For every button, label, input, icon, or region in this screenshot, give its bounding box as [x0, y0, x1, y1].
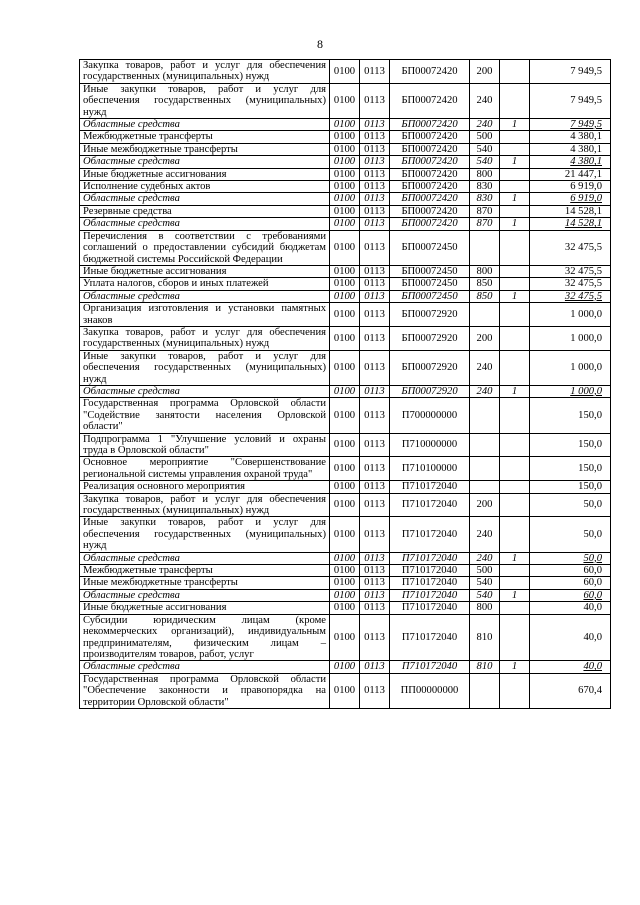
row-vr — [470, 433, 500, 457]
table-row — [80, 457, 611, 481]
row-vr: 870 — [470, 205, 500, 217]
row-csr: П710172040 — [390, 661, 470, 673]
row-pr: 0113 — [360, 278, 390, 290]
row-sum: 150,0 — [530, 457, 611, 481]
row-name: Иные закупки товаров, работ и услуг для обеспечения государственных (муниципальных) нужд — [80, 83, 330, 118]
row-pr: 0113 — [360, 326, 390, 350]
row-rz: 0100 — [330, 303, 360, 327]
row-vr: 810 — [470, 661, 500, 673]
row-sum: 60,0 — [530, 577, 611, 589]
row-csr: БП00072420 — [390, 143, 470, 155]
row-rz: 0100 — [330, 517, 360, 552]
table-row — [80, 589, 611, 601]
row-name: Закупка товаров, работ и услуг для обеспечения государственных (муниципальных) нужд — [80, 326, 330, 350]
row-csr: БП00072450 — [390, 290, 470, 302]
row-rz: 0100 — [330, 661, 360, 673]
row-rz: 0100 — [330, 119, 360, 131]
row-src: 1 — [500, 193, 530, 205]
row-rz: 0100 — [330, 577, 360, 589]
row-sum: 150,0 — [530, 398, 611, 433]
row-csr: П710172040 — [390, 517, 470, 552]
row-name: Исполнение судебных актов — [80, 181, 330, 193]
row-csr: БП00072420 — [390, 218, 470, 230]
row-vr: 800 — [470, 168, 500, 180]
row-csr: БП00072420 — [390, 119, 470, 131]
row-src — [500, 614, 530, 661]
row-csr: П710000000 — [390, 433, 470, 457]
row-pr: 0113 — [360, 589, 390, 601]
row-name: Межбюджетные трансферты — [80, 565, 330, 577]
table-row — [80, 168, 611, 180]
row-name: Иные закупки товаров, работ и услуг для обеспечения государственных (муниципальных) нужд — [80, 350, 330, 385]
row-rz: 0100 — [330, 205, 360, 217]
row-rz: 0100 — [330, 290, 360, 302]
row-rz: 0100 — [330, 265, 360, 277]
table-row — [80, 350, 611, 385]
row-src: 1 — [500, 552, 530, 564]
row-name: Иные бюджетные ассигнования — [80, 168, 330, 180]
row-vr: 240 — [470, 385, 500, 397]
row-csr: П700000000 — [390, 398, 470, 433]
table-row — [80, 398, 611, 433]
row-sum: 50,0 — [530, 493, 611, 517]
row-src — [500, 398, 530, 433]
row-csr: БП00072450 — [390, 230, 470, 265]
row-pr: 0113 — [360, 577, 390, 589]
row-pr: 0113 — [360, 614, 390, 661]
row-vr: 800 — [470, 265, 500, 277]
row-name: Областные средства — [80, 290, 330, 302]
row-sum: 40,0 — [530, 602, 611, 614]
row-rz: 0100 — [330, 552, 360, 564]
row-csr: БП00072920 — [390, 303, 470, 327]
row-name: Уплата налогов, сборов и иных платежей — [80, 278, 330, 290]
row-vr: 240 — [470, 552, 500, 564]
row-name: Иные межбюджетные трансферты — [80, 143, 330, 155]
table-row — [80, 303, 611, 327]
row-src — [500, 673, 530, 708]
row-csr: П710172040 — [390, 565, 470, 577]
row-vr: 200 — [470, 326, 500, 350]
row-sum: 7 949,5 — [530, 60, 611, 84]
row-name: Областные средства — [80, 218, 330, 230]
row-vr — [470, 673, 500, 708]
row-pr: 0113 — [360, 60, 390, 84]
row-name: Областные средства — [80, 156, 330, 168]
row-rz: 0100 — [330, 481, 360, 493]
row-vr — [470, 230, 500, 265]
row-name: Перечисления в соответствии с требованиями соглашений о предоставлении субсидий бюджетам бюджетной системы Российской Федерации — [80, 230, 330, 265]
row-sum: 60,0 — [530, 565, 611, 577]
table-row — [80, 433, 611, 457]
row-sum: 4 380,1 — [530, 131, 611, 143]
row-sum: 32 475,5 — [530, 290, 611, 302]
row-sum: 6 919,0 — [530, 193, 611, 205]
row-src — [500, 143, 530, 155]
table-row — [80, 230, 611, 265]
row-src — [500, 565, 530, 577]
table-row — [80, 119, 611, 131]
row-src — [500, 205, 530, 217]
table-row — [80, 481, 611, 493]
row-sum: 14 528,1 — [530, 205, 611, 217]
row-sum: 60,0 — [530, 589, 611, 601]
row-sum: 4 380,1 — [530, 143, 611, 155]
row-sum: 1 000,0 — [530, 350, 611, 385]
row-csr: БП00072420 — [390, 181, 470, 193]
row-csr: БП00072420 — [390, 156, 470, 168]
table-row — [80, 552, 611, 564]
row-rz: 0100 — [330, 565, 360, 577]
row-csr: БП00072420 — [390, 131, 470, 143]
row-sum: 21 447,1 — [530, 168, 611, 180]
row-sum: 1 000,0 — [530, 303, 611, 327]
row-src — [500, 278, 530, 290]
row-csr: БП00072420 — [390, 205, 470, 217]
row-sum: 7 949,5 — [530, 83, 611, 118]
row-sum: 40,0 — [530, 661, 611, 673]
row-name: Подпрограмма 1 "Улучшение условий и охраны труда в Орловской области" — [80, 433, 330, 457]
row-src: 1 — [500, 385, 530, 397]
row-vr: 850 — [470, 290, 500, 302]
row-pr: 0113 — [360, 143, 390, 155]
row-rz: 0100 — [330, 614, 360, 661]
row-vr: 870 — [470, 218, 500, 230]
row-rz: 0100 — [330, 218, 360, 230]
row-pr: 0113 — [360, 481, 390, 493]
row-csr: БП00072420 — [390, 83, 470, 118]
row-rz: 0100 — [330, 493, 360, 517]
row-csr: П710100000 — [390, 457, 470, 481]
row-rz: 0100 — [330, 602, 360, 614]
row-rz: 0100 — [330, 143, 360, 155]
row-vr: 240 — [470, 350, 500, 385]
table-row — [80, 278, 611, 290]
row-rz: 0100 — [330, 398, 360, 433]
row-csr: БП00072450 — [390, 265, 470, 277]
row-name: Субсидии юридическим лицам (кроме некоммерческих организаций), индивидуальным предпринимателям, физическим лицам – производителям товаров, работ, услуг — [80, 614, 330, 661]
row-sum: 4 380,1 — [530, 156, 611, 168]
row-pr: 0113 — [360, 661, 390, 673]
table-row — [80, 193, 611, 205]
table-row — [80, 673, 611, 708]
table-row — [80, 602, 611, 614]
row-vr: 200 — [470, 493, 500, 517]
table-row — [80, 661, 611, 673]
row-rz: 0100 — [330, 673, 360, 708]
row-src — [500, 83, 530, 118]
row-vr: 200 — [470, 60, 500, 84]
row-pr: 0113 — [360, 602, 390, 614]
row-rz: 0100 — [330, 385, 360, 397]
row-name: Областные средства — [80, 385, 330, 397]
row-name: Закупка товаров, работ и услуг для обеспечения государственных (муниципальных) нужд — [80, 493, 330, 517]
row-src — [500, 265, 530, 277]
row-src — [500, 131, 530, 143]
budget-table — [79, 59, 611, 709]
row-src — [500, 303, 530, 327]
row-sum: 32 475,5 — [530, 278, 611, 290]
row-vr: 240 — [470, 119, 500, 131]
row-rz: 0100 — [330, 230, 360, 265]
row-sum: 150,0 — [530, 481, 611, 493]
row-vr: 240 — [470, 83, 500, 118]
row-src — [500, 481, 530, 493]
row-sum: 7 949,5 — [530, 119, 611, 131]
row-vr — [470, 303, 500, 327]
row-pr: 0113 — [360, 193, 390, 205]
row-pr: 0113 — [360, 168, 390, 180]
row-src — [500, 602, 530, 614]
row-pr: 0113 — [360, 156, 390, 168]
row-src: 1 — [500, 661, 530, 673]
row-pr: 0113 — [360, 517, 390, 552]
row-sum: 670,4 — [530, 673, 611, 708]
table-row — [80, 290, 611, 302]
row-csr: П710172040 — [390, 577, 470, 589]
row-name: Областные средства — [80, 552, 330, 564]
row-src: 1 — [500, 218, 530, 230]
row-vr: 540 — [470, 589, 500, 601]
row-name: Областные средства — [80, 589, 330, 601]
row-name: Областные средства — [80, 193, 330, 205]
row-src — [500, 350, 530, 385]
row-name: Иные бюджетные ассигнования — [80, 602, 330, 614]
table-row — [80, 205, 611, 217]
row-vr: 500 — [470, 131, 500, 143]
row-csr: БП00072920 — [390, 350, 470, 385]
row-rz: 0100 — [330, 156, 360, 168]
row-vr: 810 — [470, 614, 500, 661]
row-rz: 0100 — [330, 326, 360, 350]
row-vr: 830 — [470, 181, 500, 193]
row-pr: 0113 — [360, 119, 390, 131]
row-rz: 0100 — [330, 278, 360, 290]
row-name: Закупка товаров, работ и услуг для обеспечения государственных (муниципальных) нужд — [80, 60, 330, 84]
row-vr — [470, 481, 500, 493]
row-name: Иные закупки товаров, работ и услуг для обеспечения государственных (муниципальных) нужд — [80, 517, 330, 552]
row-src: 1 — [500, 119, 530, 131]
row-vr: 830 — [470, 193, 500, 205]
row-src — [500, 517, 530, 552]
row-pr: 0113 — [360, 433, 390, 457]
row-name: Иные бюджетные ассигнования — [80, 265, 330, 277]
row-vr: 540 — [470, 577, 500, 589]
row-vr: 800 — [470, 602, 500, 614]
row-sum: 50,0 — [530, 517, 611, 552]
table-row — [80, 181, 611, 193]
row-sum: 32 475,5 — [530, 265, 611, 277]
row-src — [500, 230, 530, 265]
row-csr: П710172040 — [390, 602, 470, 614]
row-rz: 0100 — [330, 433, 360, 457]
row-csr: П710172040 — [390, 552, 470, 564]
row-sum: 14 528,1 — [530, 218, 611, 230]
row-src — [500, 457, 530, 481]
row-vr: 500 — [470, 565, 500, 577]
row-vr — [470, 457, 500, 481]
row-rz: 0100 — [330, 83, 360, 118]
row-pr: 0113 — [360, 181, 390, 193]
row-sum: 50,0 — [530, 552, 611, 564]
row-vr: 240 — [470, 517, 500, 552]
table-row — [80, 614, 611, 661]
row-vr: 540 — [470, 143, 500, 155]
row-csr: ПП00000000 — [390, 673, 470, 708]
row-pr: 0113 — [360, 552, 390, 564]
row-pr: 0113 — [360, 350, 390, 385]
table-row — [80, 265, 611, 277]
row-csr: П710172040 — [390, 589, 470, 601]
table-row — [80, 385, 611, 397]
row-rz: 0100 — [330, 168, 360, 180]
row-sum: 1 000,0 — [530, 385, 611, 397]
row-rz: 0100 — [330, 457, 360, 481]
row-sum: 32 475,5 — [530, 230, 611, 265]
row-pr: 0113 — [360, 398, 390, 433]
row-pr: 0113 — [360, 265, 390, 277]
row-src — [500, 493, 530, 517]
row-sum: 1 000,0 — [530, 326, 611, 350]
row-name: Областные средства — [80, 661, 330, 673]
row-name: Межбюджетные трансферты — [80, 131, 330, 143]
row-pr: 0113 — [360, 565, 390, 577]
row-rz: 0100 — [330, 589, 360, 601]
row-pr: 0113 — [360, 83, 390, 118]
row-src — [500, 577, 530, 589]
row-rz: 0100 — [330, 193, 360, 205]
table-row — [80, 143, 611, 155]
budget-table-body — [80, 60, 611, 709]
row-csr: П710172040 — [390, 493, 470, 517]
row-pr: 0113 — [360, 673, 390, 708]
row-sum: 6 919,0 — [530, 181, 611, 193]
table-row — [80, 83, 611, 118]
table-row — [80, 218, 611, 230]
row-name: Государственная программа Орловской области "Обеспечение законности и правопорядка на территории Орловской области" — [80, 673, 330, 708]
row-rz: 0100 — [330, 181, 360, 193]
row-name: Реализация основного мероприятия — [80, 481, 330, 493]
row-pr: 0113 — [360, 218, 390, 230]
row-pr: 0113 — [360, 205, 390, 217]
row-src: 1 — [500, 290, 530, 302]
table-row — [80, 131, 611, 143]
row-name: Основное мероприятие "Совершенствование региональной системы управления охраной труда" — [80, 457, 330, 481]
table-row — [80, 565, 611, 577]
row-pr: 0113 — [360, 385, 390, 397]
row-pr: 0113 — [360, 457, 390, 481]
table-row — [80, 326, 611, 350]
table-row — [80, 517, 611, 552]
row-pr: 0113 — [360, 303, 390, 327]
row-name: Резервные средства — [80, 205, 330, 217]
row-vr: 540 — [470, 156, 500, 168]
row-csr: П710172040 — [390, 481, 470, 493]
table-row — [80, 493, 611, 517]
row-vr — [470, 398, 500, 433]
row-src — [500, 433, 530, 457]
row-pr: 0113 — [360, 230, 390, 265]
row-rz: 0100 — [330, 60, 360, 84]
row-csr: БП00072420 — [390, 193, 470, 205]
row-src — [500, 168, 530, 180]
row-src — [500, 60, 530, 84]
row-src: 1 — [500, 589, 530, 601]
row-src — [500, 326, 530, 350]
row-csr: П710172040 — [390, 614, 470, 661]
row-csr: БП00072920 — [390, 385, 470, 397]
table-row — [80, 156, 611, 168]
row-pr: 0113 — [360, 290, 390, 302]
row-pr: 0113 — [360, 131, 390, 143]
row-csr: БП00072420 — [390, 168, 470, 180]
table-row — [80, 60, 611, 84]
row-csr: БП00072450 — [390, 278, 470, 290]
row-name: Иные межбюджетные трансферты — [80, 577, 330, 589]
row-csr: БП00072420 — [390, 60, 470, 84]
row-vr: 850 — [470, 278, 500, 290]
row-sum: 40,0 — [530, 614, 611, 661]
row-csr: БП00072920 — [390, 326, 470, 350]
row-sum: 150,0 — [530, 433, 611, 457]
row-name: Областные средства — [80, 119, 330, 131]
row-name: Государственная программа Орловской области "Содействие занятости населения Орловской области" — [80, 398, 330, 433]
row-src: 1 — [500, 156, 530, 168]
row-src — [500, 181, 530, 193]
table-row — [80, 577, 611, 589]
row-rz: 0100 — [330, 350, 360, 385]
row-pr: 0113 — [360, 493, 390, 517]
page-number: 8 — [317, 37, 323, 51]
row-rz: 0100 — [330, 131, 360, 143]
row-name: Организация изготовления и установки памятных знаков — [80, 303, 330, 327]
